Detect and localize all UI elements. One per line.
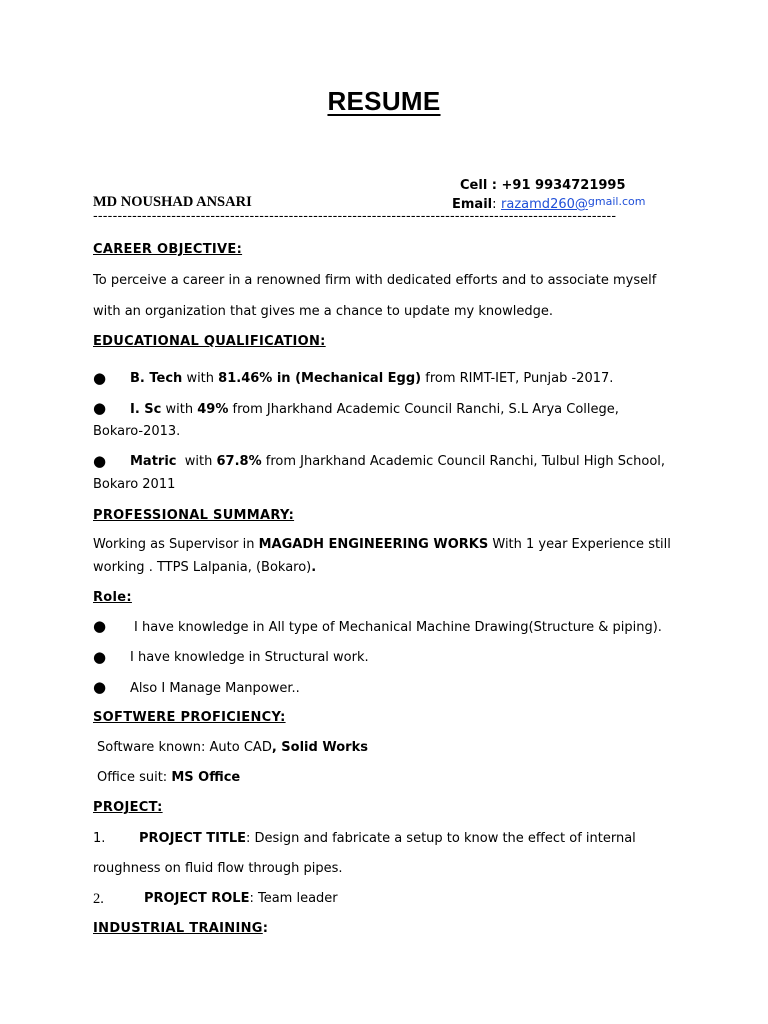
- matric-degree: Matric: [130, 454, 177, 469]
- isc-score: 49%: [197, 402, 229, 417]
- office-suite-label: Office suit:: [97, 770, 168, 785]
- candidate-name: MD NOUSHAD ANSARI: [93, 194, 252, 210]
- project-role-line: [144, 891, 338, 906]
- education-heading: EDUCATIONAL QUALIFICATION:: [93, 334, 326, 349]
- email-separator: :: [492, 197, 497, 212]
- professional-summary-line-2: [93, 560, 316, 575]
- education-item-btech: [130, 371, 613, 386]
- software-known-bold: , Solid Works: [271, 740, 368, 755]
- role-item: I have knowledge in Structural work.: [130, 650, 369, 665]
- summary-period: .: [311, 560, 317, 575]
- project-title-line: [139, 831, 636, 846]
- bullet-icon: ●: [93, 617, 107, 635]
- office-suite-value: MS Office: [171, 770, 241, 785]
- project-title-continuation: roughness on fluid flow through pipes.: [93, 861, 343, 876]
- email-label: Email: [452, 197, 493, 212]
- bullet-icon: ●: [93, 648, 107, 666]
- industrial-training-heading: INDUSTRIAL TRAINING: [93, 921, 263, 936]
- project-role-label: PROJECT ROLE: [144, 891, 250, 906]
- header-divider: -----------------------------------------------------------------------------------------------------------: [93, 209, 617, 224]
- cell-line: [460, 178, 626, 193]
- btech-degree: B. Tech: [130, 371, 183, 386]
- project-role-value: : Team leader: [249, 891, 338, 906]
- project-title-value: : Design and fabricate a setup to know the effect of internal: [245, 831, 636, 846]
- software-heading: SOFTWERE PROFICIENCY:: [93, 710, 286, 725]
- company-name: MAGADH ENGINEERING WORKS: [258, 537, 489, 552]
- software-known-line: [97, 740, 368, 755]
- cell-label: Cell :: [460, 178, 497, 193]
- role-heading: Role:: [93, 590, 132, 605]
- project-title-label: PROJECT TITLE: [139, 831, 246, 846]
- summary-location: working . TTPS Lalpania, (Bokaro): [93, 560, 312, 575]
- email-user: razamd260@: [501, 197, 588, 212]
- role-item: I have knowledge in All type of Mechanical Machine Drawing(Structure & piping).: [134, 620, 662, 635]
- btech-with: with: [186, 371, 215, 386]
- career-objective-line-2: with an organization that gives me a chance to update my knowledge.: [93, 304, 553, 319]
- summary-pre: Working as Supervisor in: [93, 537, 255, 552]
- office-suite-line: [97, 770, 240, 785]
- software-known-label: Software known: Auto CAD: [97, 740, 272, 755]
- industrial-training-heading-line: [93, 921, 268, 936]
- education-item-matric: [130, 454, 665, 469]
- btech-institute: from RIMT-IET, Punjab -2017.: [425, 371, 614, 386]
- industrial-training-colon: :: [262, 921, 268, 936]
- btech-score: 81.46% in (Mechanical Egg): [218, 371, 422, 386]
- resume-title: RESUME: [327, 86, 441, 116]
- isc-continuation: Bokaro-2013.: [93, 424, 181, 439]
- project-heading: PROJECT:: [93, 800, 163, 815]
- role-item: Also I Manage Manpower..: [130, 681, 300, 696]
- career-objective-heading: CAREER OBJECTIVE:: [93, 242, 243, 257]
- cell-value: +91 9934721995: [501, 178, 626, 193]
- isc-with: with: [165, 402, 194, 417]
- email-domain: gmail.com: [587, 195, 646, 208]
- matric-score: 67.8%: [216, 454, 262, 469]
- isc-institute: from Jharkhand Academic Council Ranchi, S.L Arya College,: [232, 402, 619, 417]
- matric-continuation: Bokaro 2011: [93, 477, 176, 492]
- professional-summary-line-1: [93, 537, 671, 552]
- bullet-icon: ●: [93, 678, 107, 696]
- education-item-isc: [130, 402, 619, 417]
- matric-with: with: [184, 454, 213, 469]
- matric-institute: from Jharkhand Academic Council Ranchi, Tulbul High School,: [265, 454, 666, 469]
- bullet-icon: ●: [93, 452, 107, 470]
- summary-post: With 1 year Experience still: [492, 537, 671, 552]
- bullet-icon: ●: [93, 399, 107, 417]
- bullet-icon: ●: [93, 369, 107, 387]
- career-objective-line-1: To perceive a career in a renowned firm with dedicated efforts and to associate myself: [93, 273, 657, 288]
- project-number-1: 1.: [93, 831, 106, 846]
- professional-summary-heading: PROFESSIONAL SUMMARY:: [93, 508, 295, 523]
- project-number-2: 2.: [93, 891, 104, 907]
- isc-degree: I. Sc: [130, 402, 162, 417]
